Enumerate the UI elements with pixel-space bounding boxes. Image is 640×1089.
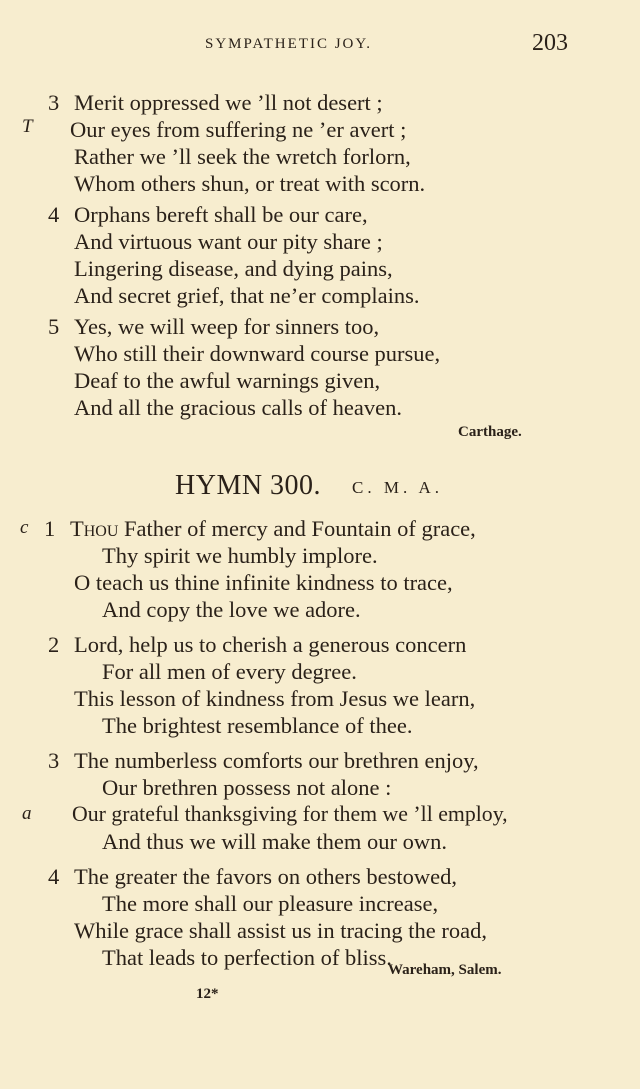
verse-line: And all the gracious calls of heaven. xyxy=(74,395,403,420)
stanza-number: 3 xyxy=(48,90,60,115)
verse-line: And virtuous want our pity share ; xyxy=(74,229,383,254)
first-word: Thou xyxy=(70,516,119,541)
verse-line: Merit oppressed we ’ll not desert ; xyxy=(74,90,383,115)
page-number: 203 xyxy=(532,30,568,56)
verse-line: Our grateful thanksgiving for them we ’ll employ, xyxy=(72,802,508,826)
verse-line: For all men of every degree. xyxy=(102,659,357,684)
stanza-number: 1 xyxy=(44,516,56,541)
margin-mark: a xyxy=(22,803,32,824)
verse-line: This lesson of kindness from Jesus we learn, xyxy=(74,686,476,711)
verse-line: The numberless comforts our brethren enjoy, xyxy=(74,748,479,773)
verse-line: Who still their downward course pursue, xyxy=(74,341,441,366)
verse-line: That leads to perfection of bliss. xyxy=(102,945,392,970)
verse-line: Lingering disease, and dying pains, xyxy=(74,256,393,281)
verse-line: Deaf to the awful warnings given, xyxy=(74,368,381,393)
hymn-title: HYMN 300. xyxy=(175,470,322,501)
stanza-number: 5 xyxy=(48,314,60,339)
verse-line xyxy=(70,515,476,542)
stanza-number: 3 xyxy=(48,748,60,773)
verse-line: The brightest resemblance of thee. xyxy=(102,713,413,738)
tune-name: Carthage. xyxy=(458,424,522,440)
verse-line: Our brethren possess not alone : xyxy=(102,775,392,800)
verse-line: Orphans bereft shall be our care, xyxy=(74,202,368,227)
verse-line: The more shall our pleasure increase, xyxy=(102,891,439,916)
hymn-meter: C. M. A. xyxy=(352,478,444,497)
verse-line: Lord, help us to cherish a generous concern xyxy=(74,632,467,657)
verse-line: And copy the love we adore. xyxy=(102,597,361,622)
margin-mark: T xyxy=(22,116,33,137)
verse-line: And thus we will make them our own. xyxy=(102,829,447,854)
verse-line-rest: Father of mercy and Fountain of grace, xyxy=(118,516,476,541)
verse-line: Whom others shun, or treat with scorn. xyxy=(74,171,426,196)
stanza-number: 4 xyxy=(48,864,60,889)
verse-line: Yes, we will weep for sinners too, xyxy=(74,314,380,339)
verse-line: And secret grief, that ne’er complains. xyxy=(74,283,420,308)
verse-line: Thy spirit we humbly implore. xyxy=(102,543,378,568)
tune-names: Wareham, Salem. xyxy=(388,962,502,978)
signature-mark: 12* xyxy=(196,986,219,1002)
verse-line: Our eyes from suffering ne ’er avert ; xyxy=(70,117,407,142)
running-header: SYMPATHETIC JOY. xyxy=(205,36,373,52)
verse-line: Rather we ’ll seek the wretch forlorn, xyxy=(74,144,411,169)
stanza-number: 2 xyxy=(48,632,60,657)
verse-line: O teach us thine infinite kindness to trace, xyxy=(74,570,453,595)
verse-line: While grace shall assist us in tracing the road, xyxy=(74,918,487,943)
verse-line: The greater the favors on others bestowed, xyxy=(74,864,457,889)
margin-mark: c xyxy=(20,517,29,538)
stanza-number: 4 xyxy=(48,202,60,227)
